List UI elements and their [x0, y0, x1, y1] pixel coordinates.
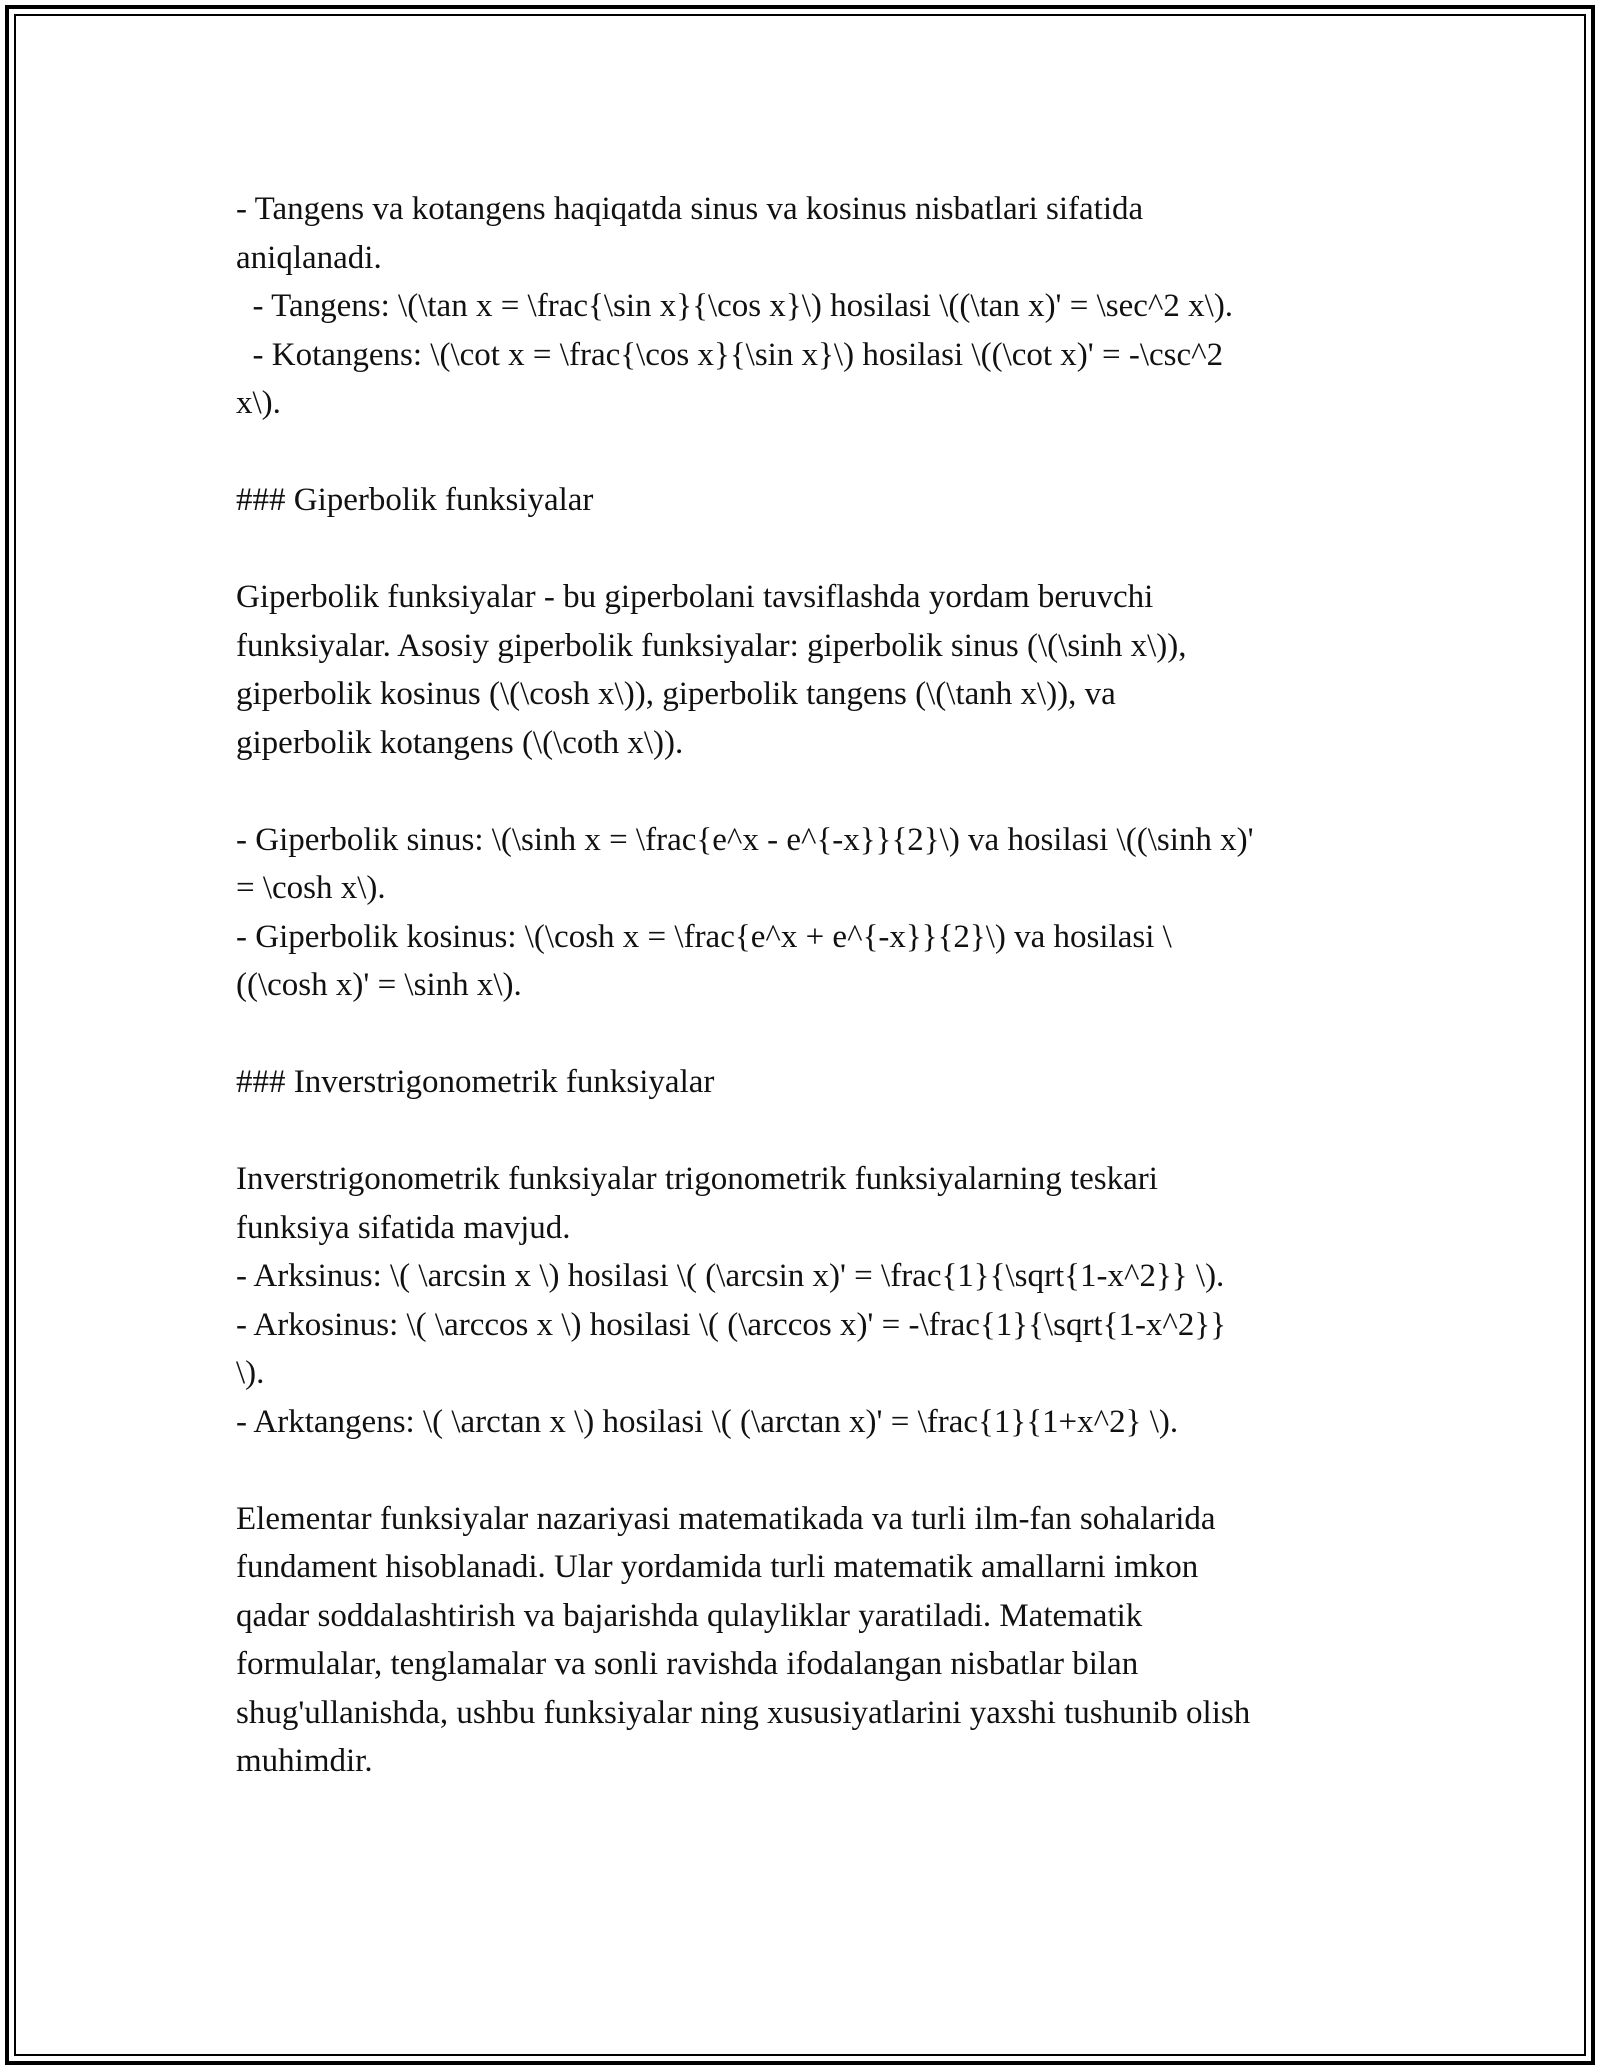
- text-line: - Kotangens: \(\cot x = \frac{\cos x}{\sin x}\) hosilasi \((\cot x)' = -\csc^2: [236, 336, 1224, 373]
- blank-line: [236, 1446, 1376, 1495]
- text-line: Elementar funksiyalar nazariyasi matematikada va turli ilm-fan sohalarida: [236, 1500, 1216, 1537]
- text-line: x\).: [236, 385, 281, 421]
- text-line: ((\cosh x)' = \sinh x\).: [236, 967, 522, 1003]
- section-heading: ### Giperbolik funksiyalar: [236, 482, 594, 518]
- blank-line: [236, 525, 1376, 574]
- text-line: shug'ullanishda, ushbu funksiyalar ning xususiyatlarini yaxshi tushunib olish: [236, 1694, 1251, 1731]
- text-line: \).: [236, 1355, 265, 1391]
- blank-line: [236, 767, 1376, 816]
- text-line: formulalar, tenglamalar va sonli ravishda ifodalangan nisbatlar bilan: [236, 1646, 1139, 1682]
- text-line: aniqlanadi.: [236, 239, 382, 276]
- text-line: - Arkosinus: \( \arccos x \) hosilasi \( (\arccos x)' = -\frac{1}{\sqrt{1-x^2}}: [236, 1306, 1227, 1343]
- text-line: = \cosh x\).: [236, 870, 386, 906]
- blank-line: [236, 428, 1376, 477]
- text-line: - Arktangens: \( \arctan x \) hosilasi \( (\arctan x)' = \frac{1}{1+x^2} \).: [236, 1403, 1179, 1440]
- text-line: - Tangens va kotangens haqiqatda sinus va kosinus nisbatlari sifatida: [236, 191, 1144, 227]
- text-line: qadar soddalashtirish va bajarishda qulayliklar yaratiladi. Matematik: [236, 1597, 1143, 1634]
- text-line: Giperbolik funksiyalar - bu giperbolani tavsiflashda yordam beruvchi: [236, 579, 1154, 615]
- text-line: - Giperbolik kosinus: \(\cosh x = \frac{e^x + e^{-x}}{2}\) va hosilasi \: [236, 918, 1172, 955]
- blank-line: [236, 1107, 1376, 1156]
- text-line: funksiya sifatida mavjud.: [236, 1209, 571, 1246]
- text-line: Inverstrigonometrik funksiyalar trigonometrik funksiyalarning teskari: [236, 1161, 1158, 1197]
- text-line: giperbolik kosinus (\(\cosh x\)), giperbolik tangens (\(\tanh x\)), va: [236, 676, 1116, 712]
- text-line: funksiyalar. Asosiy giperbolik funksiyalar: giperbolik sinus (\(\sinh x\)),: [236, 627, 1187, 664]
- text-line: muhimdir.: [236, 1743, 373, 1779]
- text-line: giperbolik kotangens (\(\coth x\)).: [236, 724, 684, 761]
- blank-line: [236, 1010, 1376, 1059]
- text-line: fundament hisoblanadi. Ular yordamida turli matematik amallarni imkon: [236, 1549, 1199, 1585]
- text-line: - Giperbolik sinus: \(\sinh x = \frac{e^x - e^{-x}}{2}\) va hosilasi \((\sinh x)': [236, 821, 1254, 858]
- text-line: - Arksinus: \( \arcsin x \) hosilasi \( (\arcsin x)' = \frac{1}{\sqrt{1-x^2}} \).: [236, 1258, 1225, 1294]
- text-line: - Tangens: \(\tan x = \frac{\sin x}{\cos x}\) hosilasi \((\tan x)' = \sec^2 x\).: [236, 288, 1234, 324]
- section-heading: ### Inverstrigonometrik funksiyalar: [236, 1064, 715, 1100]
- document-body: [236, 185, 1376, 1786]
